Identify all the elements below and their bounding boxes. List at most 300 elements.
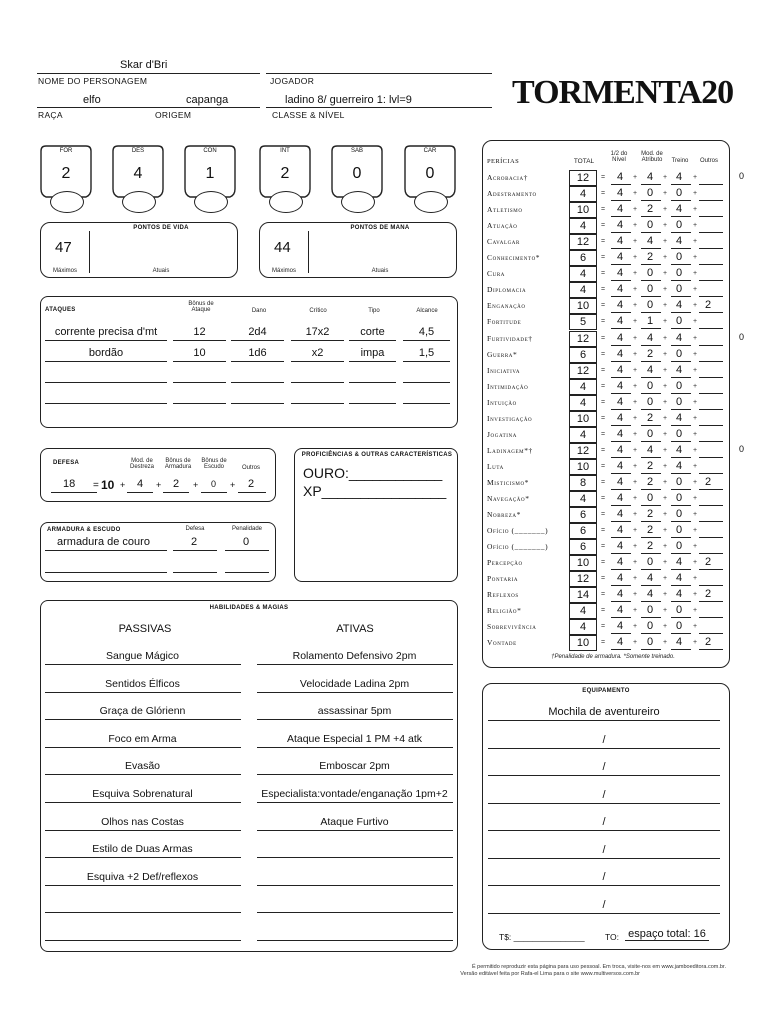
defense-total[interactable]: 18 <box>63 478 76 490</box>
proficiencies-box <box>294 448 458 582</box>
attr-value[interactable]: 4 <box>133 165 143 182</box>
skill-name: Ladinagem*† <box>487 445 533 455</box>
defense-base: 10 <box>101 478 115 492</box>
skill-half-level[interactable]: 4 <box>617 331 624 344</box>
skill-attr-mod[interactable]: 2 <box>647 508 654 521</box>
skill-training[interactable]: 4 <box>676 331 683 344</box>
skill-training[interactable]: 0 <box>676 427 683 440</box>
skill-row: Atletismo 10 = 4 + 2 + 4 + <box>487 202 727 218</box>
skill-half-level[interactable]: 4 <box>617 524 624 537</box>
skill-eq: = <box>601 350 606 358</box>
skill-eq: = <box>601 174 606 181</box>
skill-eq: = <box>601 302 606 310</box>
skill-training[interactable]: 4 <box>676 556 683 569</box>
attack-name[interactable]: corrente precisa d'mt <box>54 326 158 338</box>
skill-total[interactable]: 6 <box>569 523 597 539</box>
attr-label: FOR <box>59 148 73 154</box>
skill-attr-mod[interactable]: 2 <box>647 347 654 360</box>
attacks-col-crit: Crítico <box>309 308 327 314</box>
passive-ability[interactable]: Olhos nas Costas <box>101 815 184 828</box>
skill-row: Percepção 10 = 4 + 0 + 4 + 2 <box>487 555 727 571</box>
skill-attr-mod[interactable]: 0 <box>647 379 654 392</box>
defense-other[interactable]: 2 <box>248 478 255 490</box>
class-level-value[interactable]: ladino 8/ guerreiro 1: lvl=9 <box>285 94 412 106</box>
skill-total[interactable]: 10 <box>569 298 597 314</box>
skill-total[interactable]: 6 <box>569 507 597 523</box>
skill-total[interactable]: 4 <box>569 427 597 443</box>
skill-row: Sobrevivência 4 = 4 + 0 + 0 + <box>487 619 727 635</box>
gold-field[interactable]: OURO:____________ <box>303 465 443 481</box>
attack-damage[interactable]: 1d6 <box>248 347 267 359</box>
skill-attr-mod[interactable]: 2 <box>647 524 654 537</box>
passive-ability[interactable]: Evasão <box>124 760 161 773</box>
attacks-col-damage: Dano <box>251 308 267 314</box>
skill-name: Enganação <box>487 301 526 311</box>
skill-attr-mod[interactable]: 0 <box>647 427 654 440</box>
skill-name: Conhecimento* <box>487 253 541 263</box>
skill-training[interactable]: 0 <box>676 508 683 521</box>
attack-range[interactable]: 1,5 <box>418 347 435 359</box>
defense-col-other: Outros <box>241 465 260 471</box>
skill-attr-mod[interactable]: 4 <box>647 331 654 344</box>
skill-half-level[interactable]: 4 <box>617 267 624 280</box>
skill-training[interactable]: 0 <box>676 187 683 200</box>
passive-ability[interactable]: Esquiva Sobrenatural <box>92 788 193 800</box>
origin-label: ORIGEM <box>155 110 192 120</box>
tormenta-logo: TORMENTA20 <box>512 74 734 111</box>
skill-total[interactable]: 10 <box>569 635 597 651</box>
skill-half-level[interactable]: 4 <box>617 283 624 296</box>
skill-eq: = <box>601 446 606 454</box>
skill-total[interactable]: 4 <box>569 619 597 635</box>
attr-value[interactable]: 2 <box>280 165 290 182</box>
hp-max[interactable]: 47 <box>55 239 72 256</box>
skill-attr-mod[interactable]: 2 <box>647 459 654 472</box>
skill-training[interactable]: 0 <box>676 395 683 408</box>
skill-total[interactable]: 4 <box>569 218 597 234</box>
skill-attr-mod[interactable]: 4 <box>647 235 654 248</box>
skills-footnote: †Penalidade de armadura. *Somente treinado. <box>551 654 675 660</box>
skill-name: Navegação* <box>487 494 530 503</box>
skill-total[interactable]: 14 <box>569 587 597 603</box>
xp-field[interactable]: XP________________ <box>303 483 447 499</box>
skill-other[interactable]: 2 <box>705 588 712 601</box>
active-header: ATIVAS <box>336 623 374 635</box>
skill-total[interactable]: 12 <box>569 331 597 347</box>
skill-row: Ofício (_______) 6 = 4 + 2 + 0 + <box>487 539 727 555</box>
armor-box <box>40 522 276 582</box>
attack-crit[interactable]: 17x2 <box>305 326 330 338</box>
skill-name: Ofício (_______) <box>487 526 549 536</box>
skill-eq: = <box>601 334 606 342</box>
skill-row: Adestramento 4 = 4 + 0 + 0 + <box>487 186 727 202</box>
skill-half-level[interactable]: 4 <box>617 235 624 248</box>
skill-total[interactable]: 4 <box>569 395 597 411</box>
skill-row: Misticismo* 8 = 4 + 2 + 0 + 2 <box>487 475 727 491</box>
skill-row: Enganação 10 = 4 + 0 + 4 + 2 <box>487 298 727 314</box>
ts-field[interactable]: T$: _______________ <box>499 932 585 942</box>
skill-eq: = <box>601 511 606 519</box>
footer-line2: Versão editável feita por Rafa-el Lima para o site www.multiversos.com.br <box>460 971 640 977</box>
defense-dex[interactable]: 4 <box>137 478 144 490</box>
skill-total[interactable]: 12 <box>569 443 597 459</box>
skill-attr-mod[interactable]: 0 <box>647 620 654 633</box>
attack-bonus[interactable]: 12 <box>193 326 206 338</box>
skill-eq: = <box>601 430 606 438</box>
skill-half-level[interactable]: 4 <box>617 427 624 440</box>
player-label: JOGADOR <box>270 76 315 86</box>
passive-ability[interactable]: Esquiva +2 Def/reflexos <box>86 870 199 883</box>
attack-damage[interactable]: 2d4 <box>248 326 267 338</box>
armor-defense[interactable]: 2 <box>191 536 198 548</box>
skill-attr-mod[interactable]: 2 <box>647 540 654 553</box>
passive-ability[interactable]: Estilo de Duas Armas <box>92 843 193 856</box>
skill-row: Reflexos 14 = 4 + 4 + 4 + 2 <box>487 587 727 603</box>
skill-total[interactable]: 6 <box>569 347 597 363</box>
attack-crit[interactable]: x2 <box>311 347 324 359</box>
skill-row: Cura 4 = 4 + 0 + 0 + <box>487 266 727 282</box>
active-ability[interactable]: assassinar 5pm <box>317 705 392 718</box>
hp-label: PONTOS DE VIDA <box>133 225 189 231</box>
skill-training[interactable]: 0 <box>676 315 683 328</box>
skill-other[interactable]: 2 <box>705 475 712 488</box>
skill-half-level[interactable]: 4 <box>617 251 624 264</box>
skill-training[interactable]: 0 <box>676 604 683 617</box>
skill-other[interactable]: 2 <box>705 556 712 569</box>
skill-total[interactable]: 12 <box>569 234 597 250</box>
attr-modifier-oval[interactable] <box>341 191 375 213</box>
skill-eq: = <box>601 238 606 246</box>
mp-current-label: Atuais <box>371 268 389 274</box>
skills-col-other: Outros <box>699 158 718 164</box>
skill-training[interactable]: 4 <box>676 235 683 248</box>
attr-value[interactable]: 2 <box>61 165 71 182</box>
skill-eq: = <box>601 495 606 502</box>
skill-eq: = <box>601 190 606 198</box>
skill-total[interactable]: 6 <box>569 250 597 266</box>
skill-half-level[interactable]: 4 <box>617 572 624 585</box>
defense-col-armor: Bônus de Armadura <box>164 458 192 470</box>
skill-row: Navegação* 4 = 4 + 0 + 0 + <box>487 491 727 507</box>
skills-col-total: TOTAL <box>573 158 595 165</box>
skill-name: Iniciativa <box>487 365 521 375</box>
skill-total[interactable]: 6 <box>569 539 597 555</box>
skill-attr-mod[interactable]: 0 <box>647 636 654 649</box>
skill-half-level[interactable]: 4 <box>617 508 624 521</box>
skill-training[interactable]: 0 <box>676 219 683 232</box>
skill-total[interactable]: 4 <box>569 379 597 395</box>
skill-row: Vontade 10 = 4 + 0 + 4 + 2 <box>487 635 727 651</box>
abilities-label: HABILIDADES & MAGIAS <box>209 605 289 611</box>
active-ability[interactable]: Emboscar 2pm <box>319 760 390 773</box>
attacks-col-bonus: Bônus de Ataque <box>188 301 214 313</box>
skill-half-level[interactable]: 4 <box>617 636 624 649</box>
skill-total[interactable]: 12 <box>569 571 597 587</box>
skill-name: Cavalgar <box>487 237 520 247</box>
skill-attr-mod[interactable]: 0 <box>647 492 654 504</box>
skill-attr-mod[interactable]: 0 <box>647 395 654 408</box>
skill-half-level[interactable]: 4 <box>617 556 624 569</box>
attack-range[interactable]: 4,5 <box>418 326 435 338</box>
active-ability[interactable]: Ataque Furtivo <box>320 815 389 828</box>
skill-half-level[interactable]: 4 <box>617 492 624 504</box>
attacks-col-type: Tipo <box>368 308 380 314</box>
character-name-value[interactable]: Skar d'Bri <box>120 59 168 71</box>
active-ability[interactable]: Especialista:vontade/enganação 1pm+2 <box>261 788 448 800</box>
skill-half-level[interactable]: 4 <box>617 347 624 360</box>
skill-attr-mod[interactable]: 4 <box>647 572 654 585</box>
skill-name: Guerra* <box>487 349 518 359</box>
armor-label: ARMADURA & ESCUDO <box>47 527 121 533</box>
skill-half-level[interactable]: 4 <box>617 299 624 312</box>
skill-eq: = <box>601 478 606 486</box>
skill-training[interactable]: 4 <box>676 588 683 601</box>
skill-attr-mod[interactable]: 0 <box>647 187 654 200</box>
equipment-item[interactable]: / <box>602 871 606 883</box>
defense-shield[interactable]: 0 <box>211 479 217 489</box>
skill-name: Diplomacia <box>487 285 527 295</box>
skill-half-level[interactable]: 4 <box>617 395 624 408</box>
equipment-item[interactable]: Mochila de aventureiro <box>548 706 660 718</box>
passive-ability[interactable]: Sentidos Élficos <box>105 677 180 690</box>
skill-name: Furtividade† <box>487 333 533 343</box>
skill-half-level[interactable]: 4 <box>617 540 624 553</box>
skill-name: Luta <box>487 461 504 471</box>
attack-name[interactable]: bordão <box>88 347 124 359</box>
skill-name: Percepção <box>487 558 523 568</box>
equipment-item[interactable]: / <box>602 761 606 773</box>
skill-half-level[interactable]: 4 <box>617 203 624 216</box>
skill-eq: = <box>601 607 606 615</box>
attr-modifier-oval[interactable] <box>122 191 156 213</box>
skill-training[interactable]: 4 <box>676 411 683 424</box>
skills-col-train: Treino <box>671 158 689 164</box>
armor-col-def: Defesa <box>185 526 205 532</box>
defense-box: DEFESA Mod. de Destreza Bônus de Armadura Bônus de Escudo Outros 18 = 10 + 4 + 2 + 0 + 2 <box>40 448 276 502</box>
skill-extra: 0 <box>739 331 745 342</box>
skill-total[interactable]: 8 <box>569 475 597 491</box>
equipment-item[interactable]: / <box>602 843 606 856</box>
skill-training[interactable]: 4 <box>676 443 683 456</box>
skill-total[interactable]: 4 <box>569 282 597 298</box>
attacks-col-range: Alcance <box>416 308 438 314</box>
skill-training[interactable]: 0 <box>676 251 683 264</box>
race-value[interactable]: elfo <box>83 94 101 106</box>
skill-half-level[interactable]: 4 <box>617 171 624 183</box>
proficiencies-label: PROFICIÊNCIAS & OUTRAS CARACTERÍSTICAS <box>301 452 453 458</box>
skill-half-level[interactable]: 4 <box>617 379 624 392</box>
hp-max-label: Máximos <box>52 268 77 274</box>
skill-eq: = <box>601 206 606 214</box>
race-label: RAÇA <box>38 110 63 120</box>
attr-modifier-oval[interactable] <box>50 191 84 213</box>
skill-training[interactable]: 0 <box>676 347 683 360</box>
origin-value[interactable]: capanga <box>186 94 229 106</box>
skill-row: Diplomacia 4 = 4 + 0 + 0 + <box>487 282 727 298</box>
attr-value[interactable]: 0 <box>425 165 435 182</box>
equipment-item[interactable]: / <box>602 788 606 801</box>
skill-attr-mod[interactable]: 0 <box>647 219 654 232</box>
skill-name: Atletismo <box>487 205 523 215</box>
skill-training[interactable]: 4 <box>676 363 683 376</box>
skills-col-half: 1/2 do Nível <box>610 151 628 163</box>
skill-training[interactable]: 0 <box>676 283 683 296</box>
skill-name: Intuição <box>487 397 517 407</box>
skill-half-level[interactable]: 4 <box>617 443 624 456</box>
hp-current-label: Atuais <box>152 268 170 274</box>
attack-bonus[interactable]: 10 <box>193 347 206 359</box>
skill-attr-mod[interactable]: 4 <box>647 171 654 183</box>
skill-training[interactable]: 0 <box>676 475 683 488</box>
skill-half-level[interactable]: 4 <box>617 219 624 232</box>
skill-row: Religião* 4 = 4 + 0 + 0 + <box>487 603 727 619</box>
equipment-item[interactable]: / <box>602 816 606 828</box>
skill-half-level[interactable]: 4 <box>617 315 624 328</box>
passive-ability[interactable]: Foco em Arma <box>108 732 177 745</box>
skill-row: Intimidação 4 = 4 + 0 + 0 + <box>487 379 727 395</box>
skill-row: Jogatina 4 = 4 + 0 + 0 + <box>487 427 727 443</box>
skill-half-level[interactable]: 4 <box>617 588 624 601</box>
attack-type[interactable]: corte <box>360 326 385 338</box>
active-ability[interactable]: Rolamento Defensivo 2pm <box>292 650 417 662</box>
skill-attr-mod[interactable]: 1 <box>647 315 654 328</box>
skill-attr-mod[interactable]: 2 <box>647 411 654 424</box>
skill-name: Sobrevivência <box>487 622 537 632</box>
attr-label: DES <box>131 148 145 154</box>
skill-other[interactable]: 2 <box>705 299 712 312</box>
skill-eq: = <box>601 398 606 406</box>
skill-half-level[interactable]: 4 <box>617 459 624 472</box>
skill-eq: = <box>601 623 606 631</box>
skill-total[interactable]: 4 <box>569 186 597 202</box>
mp-box <box>259 222 457 278</box>
skill-training[interactable]: 0 <box>676 620 683 633</box>
skill-training[interactable]: 0 <box>676 492 683 504</box>
passive-header: PASSIVAS <box>118 623 172 635</box>
skill-attr-mod[interactable]: 2 <box>647 251 654 264</box>
skill-total[interactable]: 10 <box>569 459 597 475</box>
skill-training[interactable]: 4 <box>676 459 683 472</box>
skill-extra: 0 <box>739 171 745 181</box>
active-ability[interactable]: Velocidade Ladina 2pm <box>299 677 410 690</box>
attr-modifier-oval[interactable] <box>414 191 448 213</box>
skill-training[interactable]: 4 <box>676 636 683 649</box>
skill-eq: = <box>601 414 606 422</box>
skill-total[interactable]: 10 <box>569 202 597 218</box>
passive-ability[interactable]: Graça de Glórienn <box>99 705 186 718</box>
skill-total[interactable]: 12 <box>569 363 597 379</box>
equipment-item[interactable]: / <box>602 733 606 746</box>
attr-value[interactable]: 0 <box>352 165 362 182</box>
skill-name: Jogatina <box>487 429 517 439</box>
active-ability[interactable]: Ataque Especial 1 PM +4 atk <box>286 732 423 745</box>
passive-ability[interactable]: Sangue Mágico <box>106 650 179 662</box>
skill-total[interactable]: 4 <box>569 491 597 507</box>
skill-training[interactable]: 4 <box>676 171 683 183</box>
skill-attr-mod[interactable]: 4 <box>647 363 654 376</box>
skill-attr-mod[interactable]: 0 <box>647 556 654 569</box>
skill-row: Conhecimento* 6 = 4 + 2 + 0 + <box>487 250 727 266</box>
space-total[interactable]: espaço total: 16 <box>625 928 709 941</box>
skill-row: Ladinagem*† 12 = 4 + 4 + 4 + 0 <box>487 443 745 457</box>
skill-row: Ofício (_______) 6 = 4 + 2 + 0 + <box>487 523 727 539</box>
skill-name: Fortitude <box>487 317 522 327</box>
skill-eq: = <box>601 462 606 470</box>
skill-row: Atuação 4 = 4 + 0 + 0 + <box>487 218 727 234</box>
skill-row: Pontaria 12 = 4 + 4 + 4 + <box>487 571 727 587</box>
skill-name: Cura <box>487 269 505 279</box>
skill-row: Guerra* 6 = 4 + 2 + 0 + <box>487 347 727 363</box>
armor-name[interactable]: armadura de couro <box>57 536 150 548</box>
skill-training[interactable]: 4 <box>676 299 683 312</box>
skill-row: Luta 10 = 4 + 2 + 4 + <box>487 459 727 475</box>
attacks-label: ATAQUES <box>45 307 76 313</box>
mp-max-label: Máximos <box>271 268 296 274</box>
skill-training[interactable]: 4 <box>676 203 683 216</box>
skill-attr-mod[interactable]: 2 <box>647 203 654 216</box>
skill-attr-mod[interactable]: 4 <box>647 443 654 456</box>
attr-label: CON <box>203 148 217 154</box>
skill-total[interactable]: 10 <box>569 555 597 571</box>
skill-name: Atuação <box>487 221 518 231</box>
defense-armor[interactable]: 2 <box>173 478 180 490</box>
skill-eq: = <box>601 527 606 535</box>
skill-row: Iniciativa 12 = 4 + 4 + 4 + <box>487 363 727 379</box>
skill-other[interactable]: 2 <box>705 636 712 649</box>
skill-row: Acrobacia† 12 = 4 + 4 + 4 + 0 <box>487 171 745 184</box>
skill-total[interactable]: 12 <box>569 170 597 186</box>
skill-attr-mod[interactable]: 4 <box>647 588 654 601</box>
skill-half-level[interactable]: 4 <box>617 187 624 200</box>
skill-attr-mod[interactable]: 0 <box>647 267 654 280</box>
skill-attr-mod[interactable]: 0 <box>647 283 654 296</box>
skill-half-level[interactable]: 4 <box>617 363 624 376</box>
skill-training[interactable]: 0 <box>676 379 683 392</box>
mp-max[interactable]: 44 <box>274 239 291 256</box>
attr-label: INT <box>280 148 290 154</box>
skill-training[interactable]: 0 <box>676 524 683 537</box>
skill-total[interactable]: 5 <box>569 314 597 330</box>
attr-value[interactable]: 1 <box>205 165 215 182</box>
skill-half-level[interactable]: 4 <box>617 604 624 617</box>
skill-eq: = <box>601 366 606 374</box>
attack-type[interactable]: impa <box>360 347 385 359</box>
character-name-label: NOME DO PERSONAGEM <box>38 76 148 86</box>
skill-attr-mod[interactable]: 2 <box>647 475 654 488</box>
skills-label: PERÍCIAS <box>487 158 520 165</box>
equipment-item[interactable]: / <box>602 898 606 911</box>
skill-half-level[interactable]: 4 <box>617 620 624 633</box>
skill-name: Pontaria <box>487 574 519 584</box>
skill-total[interactable]: 4 <box>569 266 597 282</box>
skill-attr-mod[interactable]: 0 <box>647 299 654 312</box>
attr-modifier-oval[interactable] <box>194 191 228 213</box>
skill-total[interactable]: 10 <box>569 411 597 427</box>
skill-training[interactable]: 4 <box>676 572 683 585</box>
skill-half-level[interactable]: 4 <box>617 475 624 488</box>
defense-col-shield: Bônus de Escudo <box>201 458 227 470</box>
to-label: TO: <box>605 932 620 942</box>
skill-attr-mod[interactable]: 0 <box>647 604 654 617</box>
attr-label: SAB <box>350 148 363 154</box>
skill-total[interactable]: 4 <box>569 603 597 619</box>
skill-half-level[interactable]: 4 <box>617 411 624 424</box>
armor-penalty[interactable]: 0 <box>243 536 250 548</box>
skill-training[interactable]: 0 <box>676 540 683 553</box>
armor-col-pen: Penalidade <box>231 526 263 532</box>
skill-training[interactable]: 0 <box>676 267 683 280</box>
attr-modifier-oval[interactable] <box>269 191 303 213</box>
